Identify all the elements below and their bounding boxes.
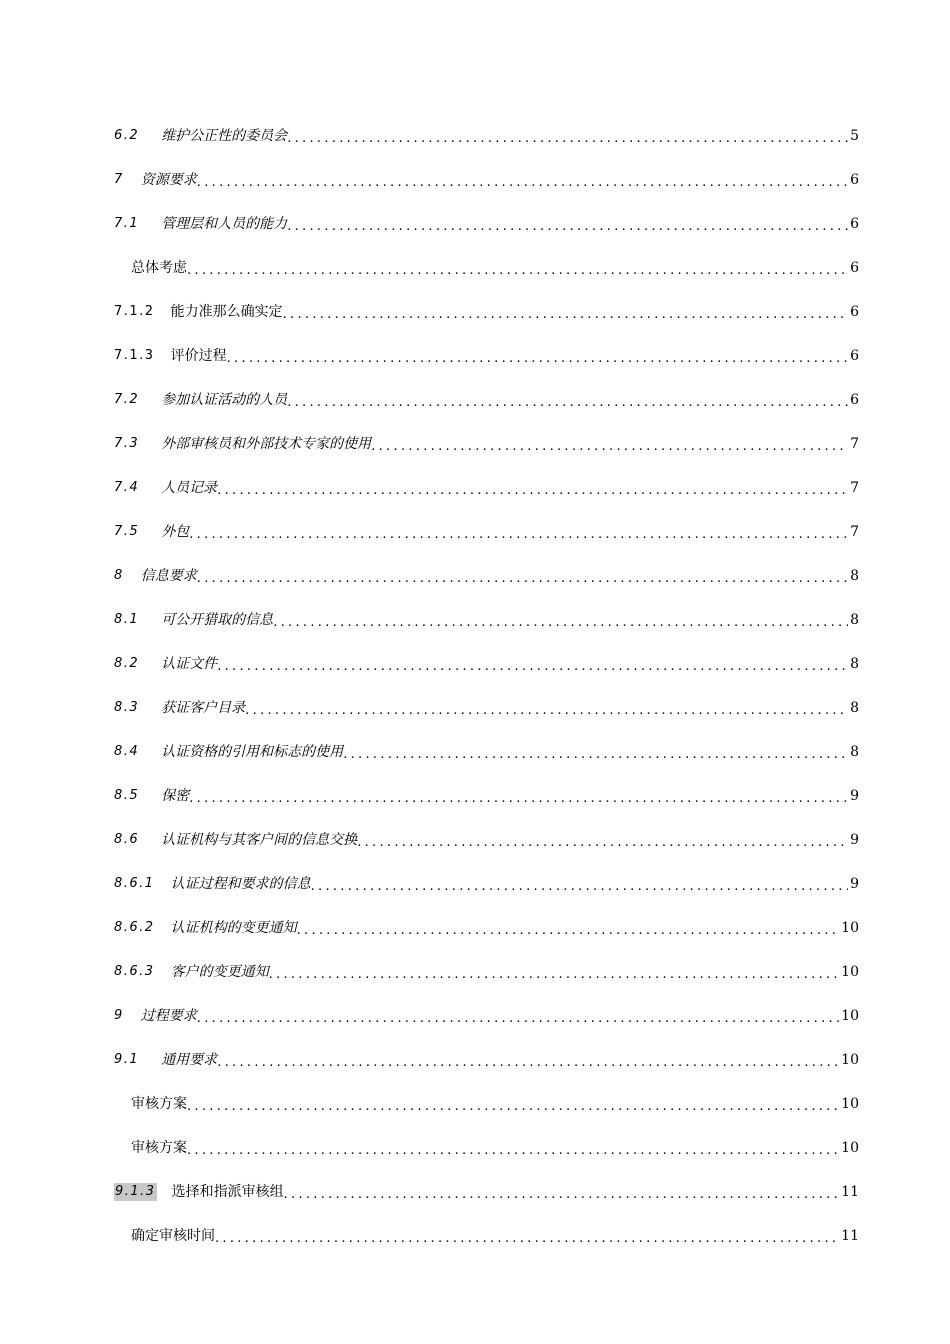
toc-entry-page: 6	[850, 216, 859, 232]
toc-entry-number: 8.5	[114, 788, 140, 803]
dot-leader	[269, 968, 840, 981]
toc-entry[interactable]	[114, 906, 859, 950]
toc-entry-number: 8.4	[114, 744, 140, 759]
toc-entry-page: 5	[850, 128, 859, 144]
toc-entry[interactable]	[114, 554, 859, 598]
toc-entry-number: 9.1.3	[115, 1184, 156, 1199]
toc-entry[interactable]	[114, 818, 859, 862]
dot-leader	[273, 616, 848, 629]
toc-entry-number: 6.2	[114, 128, 140, 143]
dot-leader	[187, 264, 848, 277]
toc-entry[interactable]	[114, 730, 859, 774]
toc-entry-page: 9	[850, 876, 859, 892]
toc-entry-title: 认证文件	[161, 656, 218, 672]
dot-leader	[283, 308, 849, 321]
toc-entry-title: 审核方案	[131, 1140, 187, 1156]
dot-leader	[245, 704, 848, 717]
toc-entry-number: 8	[114, 568, 124, 583]
toc-entry-title: 评价过程	[170, 348, 227, 364]
dot-leader	[217, 1056, 839, 1069]
toc-entry-page: 9	[850, 788, 859, 804]
toc-entry[interactable]	[114, 510, 859, 554]
dot-leader	[287, 396, 848, 409]
toc-entry-title: 认证机构的变更通知	[170, 920, 297, 936]
toc-entry-title: 确定审核时间	[131, 1228, 215, 1244]
toc-entry-page: 10	[841, 964, 859, 980]
toc-entry-page: 6	[850, 392, 859, 408]
toc-entry-page: 10	[841, 1140, 859, 1156]
toc-entry[interactable]	[114, 1170, 859, 1214]
toc-entry-number: 7.3	[114, 436, 140, 451]
dot-leader	[287, 132, 848, 145]
toc-entry-number: 7.1	[114, 216, 140, 231]
toc-entry-title: 审核方案	[131, 1096, 187, 1112]
toc-entry-title: 认证机构与其客户间的信息交换	[161, 832, 358, 848]
toc-entry[interactable]	[114, 862, 859, 906]
toc-entry-title: 可公开猎取的信息	[161, 612, 274, 628]
dot-leader	[343, 748, 848, 761]
toc-entry-title: 认证过程和要求的信息	[170, 876, 311, 892]
toc-entry[interactable]	[114, 642, 859, 686]
dot-leader	[189, 528, 848, 541]
dot-leader	[215, 1232, 839, 1245]
toc-entry-title: 保密	[161, 788, 190, 804]
toc-entry[interactable]	[114, 774, 859, 818]
toc-entry[interactable]	[114, 598, 859, 642]
toc-entry-number: 7.1.2	[114, 304, 155, 319]
dot-leader	[217, 660, 848, 673]
toc-entry-page: 9	[850, 832, 859, 848]
toc-entry-title: 资源要求	[140, 172, 197, 188]
toc-entry-page: 6	[850, 348, 859, 364]
dot-leader	[287, 220, 848, 233]
toc-entry-page: 6	[850, 304, 859, 320]
toc-entry-number: 8.6.3	[114, 964, 155, 979]
toc-entry-page: 10	[841, 1096, 859, 1112]
toc-entry-page: 6	[850, 172, 859, 188]
toc-entry[interactable]	[114, 466, 859, 510]
dot-leader	[189, 792, 848, 805]
toc-entry-page: 8	[850, 744, 859, 760]
toc-entry[interactable]	[131, 246, 859, 290]
dot-leader	[357, 836, 848, 849]
toc-entry-title: 参加认证活动的人员	[161, 392, 288, 408]
toc-entry-title: 能力准那么确实定	[170, 304, 283, 320]
toc-entry-title: 维护公正性的委员会	[161, 128, 288, 144]
toc-entry-page: 10	[841, 1052, 859, 1068]
toc-entry-number: 7.2	[114, 392, 140, 407]
dot-leader	[217, 484, 848, 497]
toc-entry-number: 8.2	[114, 656, 140, 671]
toc-entry-page: 11	[841, 1184, 859, 1200]
toc-entry-page: 8	[850, 700, 859, 716]
toc-entry-page: 7	[850, 436, 859, 452]
toc-entry[interactable]	[131, 1214, 859, 1258]
toc-entry[interactable]	[131, 1082, 859, 1126]
toc-entry-title: 选择和指派审核组	[171, 1184, 284, 1200]
toc-entry-number: 8.6	[114, 832, 140, 847]
toc-entry-number: 8.1	[114, 612, 140, 627]
toc-entry-page: 8	[850, 612, 859, 628]
dot-leader	[187, 1144, 839, 1157]
toc-entry-page: 10	[841, 1008, 859, 1024]
toc-entry[interactable]	[114, 422, 859, 466]
toc-entry-page: 6	[850, 260, 859, 276]
toc-entry-number: 9	[114, 1008, 124, 1023]
toc-entry-page: 10	[841, 920, 859, 936]
dot-leader	[297, 924, 840, 937]
dot-leader	[371, 440, 848, 453]
toc-entry-number: 7.5	[114, 524, 140, 539]
toc-entry-number: 7.4	[114, 480, 140, 495]
toc-entry-title: 外部审核员和外部技术专家的使用	[161, 436, 372, 452]
dot-leader	[197, 572, 848, 585]
toc-entry-title: 认证资格的引用和标志的使用	[161, 744, 344, 760]
toc-entry[interactable]	[114, 158, 859, 202]
toc-entry-number: 9.1	[114, 1052, 140, 1067]
toc-entry[interactable]	[114, 950, 859, 994]
toc-entry-page: 8	[850, 568, 859, 584]
table-of-contents	[0, 114, 950, 1258]
dot-leader	[311, 880, 849, 893]
toc-entry[interactable]	[114, 378, 859, 422]
toc-entry-number: 7.1.3	[114, 348, 155, 363]
toc-entry-number: 7	[114, 172, 124, 187]
toc-entry-title: 获证客户目录	[161, 700, 246, 716]
toc-entry[interactable]	[114, 114, 859, 158]
toc-entry[interactable]	[114, 1038, 859, 1082]
toc-entry-title: 管理层和人员的能力	[161, 216, 288, 232]
toc-entry[interactable]	[114, 686, 859, 730]
toc-entry-title: 人员记录	[161, 480, 218, 496]
toc-entry[interactable]	[114, 334, 859, 378]
toc-entry-page: 8	[850, 656, 859, 672]
toc-entry-number: 8.6.2	[114, 920, 155, 935]
toc-entry-title: 外包	[161, 524, 190, 540]
toc-entry-title: 客户的变更通知	[170, 964, 269, 980]
toc-entry-title: 信息要求	[140, 568, 197, 584]
dot-leader	[197, 1012, 839, 1025]
dot-leader	[284, 1188, 840, 1201]
toc-entry-title: 总体考虑	[131, 260, 187, 276]
toc-entry-number: 8.3	[114, 700, 140, 715]
toc-entry[interactable]	[131, 1126, 859, 1170]
toc-entry-page: 7	[850, 524, 859, 540]
toc-entry[interactable]	[114, 290, 859, 334]
toc-entry[interactable]	[114, 202, 859, 246]
dot-leader	[197, 176, 848, 189]
toc-entry-title: 过程要求	[140, 1008, 197, 1024]
toc-entry[interactable]	[114, 994, 859, 1038]
toc-entry-number: 8.6.1	[114, 876, 155, 891]
toc-entry-page: 7	[850, 480, 859, 496]
toc-entry-page: 11	[841, 1228, 859, 1244]
dot-leader	[187, 1100, 839, 1113]
toc-entry-title: 通用要求	[161, 1052, 218, 1068]
dot-leader	[227, 352, 849, 365]
